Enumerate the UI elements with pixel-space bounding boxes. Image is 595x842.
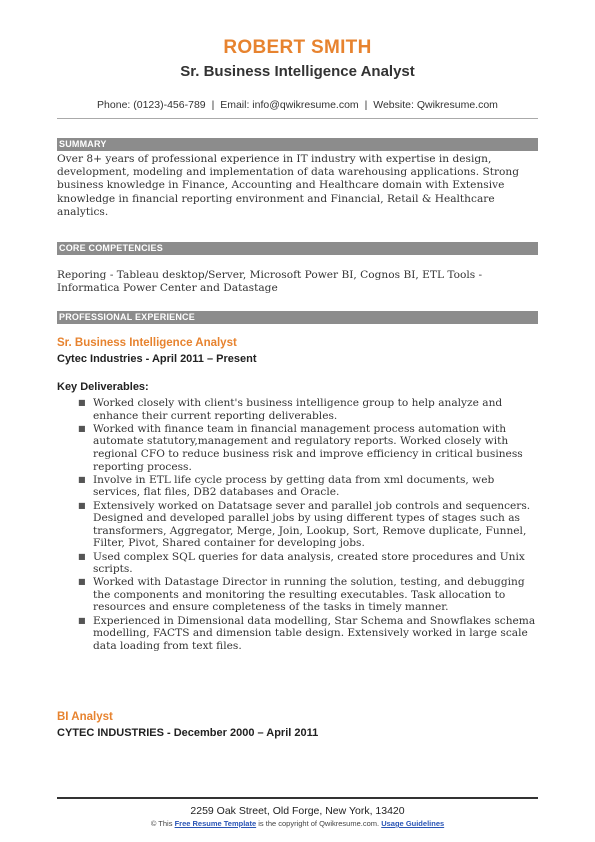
summary-text: Over 8+ years of professional experience in IT industry with expertise in design, development, modeling and implementation of data warehousing applications. Strong business knowledge in Finance, Accounting and Healthcare domain with Extensive knowledge in financial reporting environment and Financial, Retail & Healthcare analytics. — [57, 153, 520, 218]
bullet-icon: ■ — [78, 551, 86, 561]
bullet-icon: ■ — [78, 423, 86, 433]
contact-website[interactable]: Website: Qwikresume.com — [373, 99, 498, 111]
bullet-icon: ■ — [78, 474, 86, 484]
list-item: ■ Experienced in Dimensional data modelling, Star Schema and Snowflakes schema modelling, FACTS and dimension table design. Extensively worked in large scale data loading from text files. — [78, 614, 536, 652]
section-heading-competencies: CORE COMPETENCIES — [57, 242, 538, 255]
job-company: Cytec Industries - April 2011 – Present — [57, 353, 257, 365]
competencies-text: Reporing - Tableau desktop/Server, Microsoft Power BI, Cognos BI, ETL Tools - Informatica Power Center and Datastage — [57, 269, 483, 295]
candidate-title: Sr. Business Intelligence Analyst — [180, 63, 415, 80]
usage-guidelines-link[interactable]: Usage Guidelines — [381, 819, 445, 828]
contact-separator: | — [211, 99, 215, 111]
footer-copyright — [0, 819, 595, 828]
section-heading-experience: PROFESSIONAL EXPERIENCE — [57, 311, 538, 324]
list-item: ■ Involve in ETL life cycle process by getting data from xml documents, web services, flat files, DB2 databases and Oracle. — [78, 473, 495, 499]
free-resume-template-link[interactable]: Free Resume Template — [174, 819, 257, 828]
copyright-prefix: © This — [150, 819, 173, 828]
contact-email[interactable]: Email: info@qwikresume.com — [220, 99, 359, 111]
list-item: ■ Worked with finance team in financial management process automation with automate statutory,management and regulatory reports. Worked closely with regional CFO to reduce business risk and improve efficiency in critical business reporting process. — [78, 422, 523, 473]
bullet-icon: ■ — [78, 577, 86, 587]
job-company: CYTEC INDUSTRIES - December 2000 – April 2011 — [57, 727, 319, 739]
contact-line — [0, 99, 595, 111]
list-item: ■ Worked closely with client's business intelligence group to help analyze and enhance their current reporting deliverables. — [78, 397, 503, 422]
list-item: ■ Extensively worked on Datatsage sever and parallel job controls and sequencers. Designed and developed parallel jobs by using different types of stages such as transformers, Aggregator, Merge, Join, Lookup, Sort, Remove duplicate, Funnel, Filter, Pivot, Shared container for developing jobs. — [78, 499, 531, 550]
deliverables-list — [78, 397, 538, 653]
bullet-icon: ■ — [78, 500, 86, 510]
section-heading-summary: SUMMARY — [57, 138, 538, 151]
header-divider — [57, 118, 538, 119]
footer-address: 2259 Oak Street, Old Forge, New York, 13420 — [190, 805, 405, 817]
job-title: Sr. Business Intelligence Analyst — [57, 337, 237, 349]
bullet-icon: ■ — [78, 398, 86, 407]
copyright-middle: is the copyright of Qwikresume.com. — [258, 819, 380, 828]
list-item: ■ Worked with Datastage Director in running the solution, testing, and debugging the components and monitoring the resulting executables. Task allocation to resources and ensure completeness of the tasks in timely manner. — [78, 576, 525, 614]
key-deliverables-label: Key Deliverables: — [57, 381, 149, 393]
candidate-name: ROBERT SMITH — [223, 37, 372, 58]
contact-separator: | — [364, 99, 368, 111]
job-title: BI Analyst — [57, 711, 113, 723]
contact-phone: Phone: (0123)-456-789 — [97, 99, 206, 111]
bullet-icon: ■ — [78, 615, 86, 625]
list-item: ■ Used complex SQL queries for data analysis, created store procedures and Unix scripts. — [78, 550, 525, 576]
footer-divider — [57, 797, 538, 799]
